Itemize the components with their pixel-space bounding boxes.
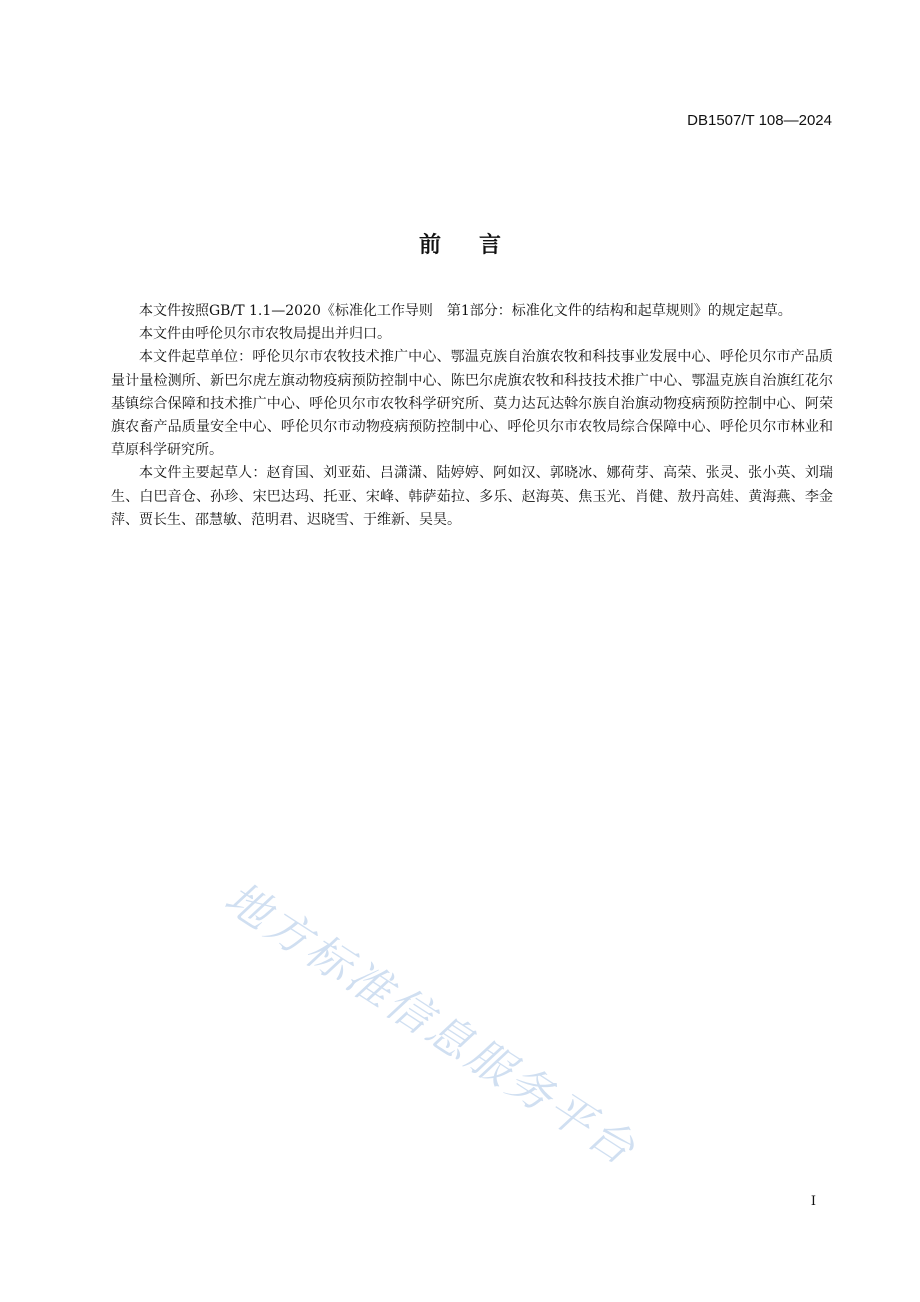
- paragraph-proposer: 本文件由呼伦贝尔市农牧局提出并归口。: [139, 326, 391, 343]
- document-body: [111, 300, 833, 532]
- document-code: DB1507/T 108—2024: [687, 112, 832, 129]
- watermark: 地方标准信息服务平台: [215, 872, 646, 1177]
- page-title: 前言: [418, 233, 539, 258]
- paragraph-drafting-units: 本文件起草单位：呼伦贝尔市农牧技术推广中心、鄂温克族自治旗农牧和科技事业发展中心、呼伦贝尔市产品质量计量检测所、新巴尔虎左旗动物疫病预防控制中心、陈巴尔虎旗农牧和科技技术推广中心、鄂温克族自治旗红花尔基镇综合保障和技术推广中心、呼伦贝尔市农牧科学研究所、莫力达瓦达斡尔族自治旗动物疫病预防控制中心、阿荣旗农畜产品质量安全中心、呼伦贝尔市动物疫病预防控制中心、呼伦贝尔市农牧局综合保障中心、呼伦贝尔市林业和草原科学研究所。: [111, 349, 833, 459]
- page-number: I: [810, 1194, 816, 1209]
- paragraph-drafters: 本文件主要起草人：赵育国、刘亚茹、吕潇潇、陆婷婷、阿如汉、郭晓冰、娜荷芽、高荣、张灵、张小英、刘瑞生、白巴音仓、孙珍、宋巴达玛、托亚、宋峰、韩萨茹拉、多乐、赵海英、焦玉光、肖健、敖丹高娃、黄海燕、李金萍、贾长生、邵慧敏、范明君、迟晓雪、于维新、吴昊。: [111, 465, 833, 528]
- paragraph-drafting-basis: 本文件按照GB/T 1.1—2020《标准化工作导则 第1部分：标准化文件的结构和起草规则》的规定起草。: [139, 303, 792, 319]
